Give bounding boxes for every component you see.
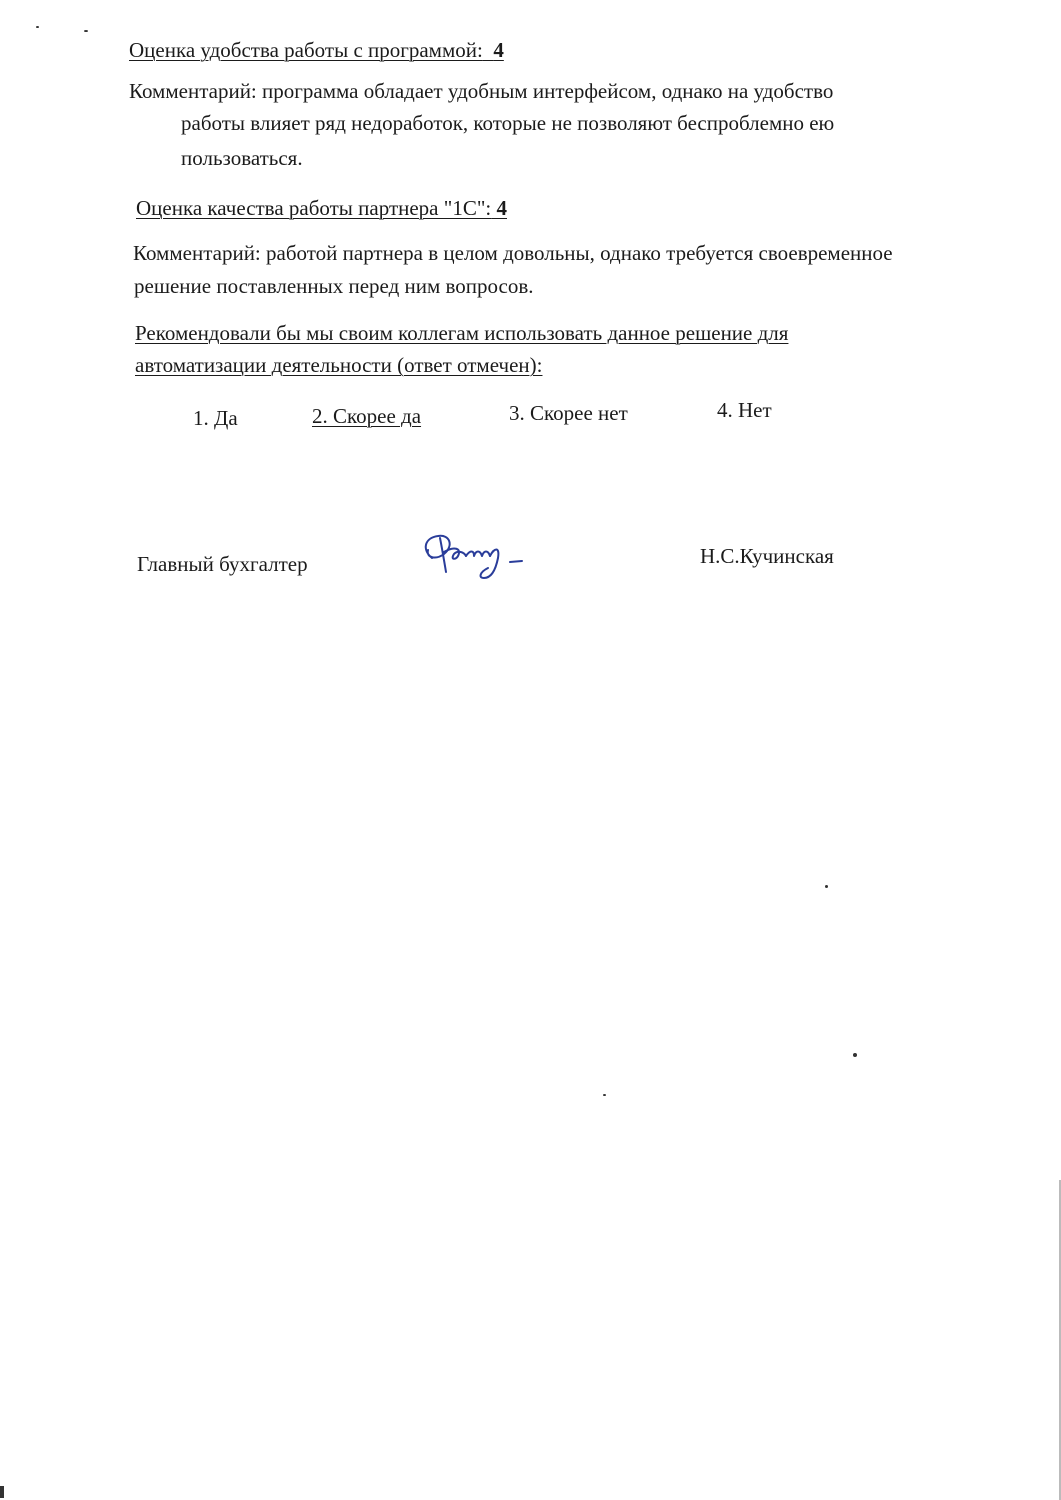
scan-speck: [825, 885, 828, 888]
recommend-question-line-1: Рекомендовали бы мы своим коллегам использовать данное решение для: [135, 321, 789, 345]
handwritten-signature-icon: [414, 528, 526, 584]
usability-comment-line-3: пользоваться.: [181, 146, 303, 170]
usability-comment-line-2: работы влияет ряд недоработок, которые не позволяют беспроблемно ею: [181, 111, 835, 135]
option-skoree-da-selected: 2. Скорее да: [312, 404, 422, 428]
partner-label: Оценка качества работы партнера "1С":: [136, 196, 492, 220]
partner-comment-line-2: решение поставленных перед ним вопросов.: [134, 274, 534, 298]
scan-speck: [603, 1094, 606, 1096]
usability-rating: [129, 37, 504, 63]
usability-comment-label: Комментарий:: [129, 79, 257, 103]
partner-rating: [136, 195, 507, 221]
option-skoree-net: 3. Скорее нет: [509, 401, 628, 425]
signer-position: Главный бухгалтер: [137, 552, 308, 576]
scan-speck: [84, 30, 88, 32]
partner-comment-label: Комментарий:: [133, 241, 261, 265]
partner-score: 4: [496, 196, 507, 220]
usability-score: 4: [493, 38, 504, 62]
usability-comment-text-1: программа обладает удобным интерфейсом, однако на удобство: [262, 79, 834, 103]
recommend-question-line-2: автоматизации деятельности (ответ отмечен):: [135, 353, 543, 377]
signer-name: Н.С.Кучинская: [700, 544, 834, 568]
scan-speck: [0, 1486, 4, 1498]
usability-comment-line-1: [129, 78, 833, 104]
option-net: 4. Нет: [717, 398, 772, 422]
option-da: 1. Да: [193, 406, 238, 430]
usability-label: Оценка удобства работы с программой:: [129, 38, 483, 62]
scan-speck: [36, 26, 39, 28]
scan-speck: [853, 1053, 857, 1057]
partner-comment-text-1: работой партнера в целом довольны, однако требуется своевременное: [266, 241, 893, 265]
partner-comment-line-1: [133, 240, 893, 266]
